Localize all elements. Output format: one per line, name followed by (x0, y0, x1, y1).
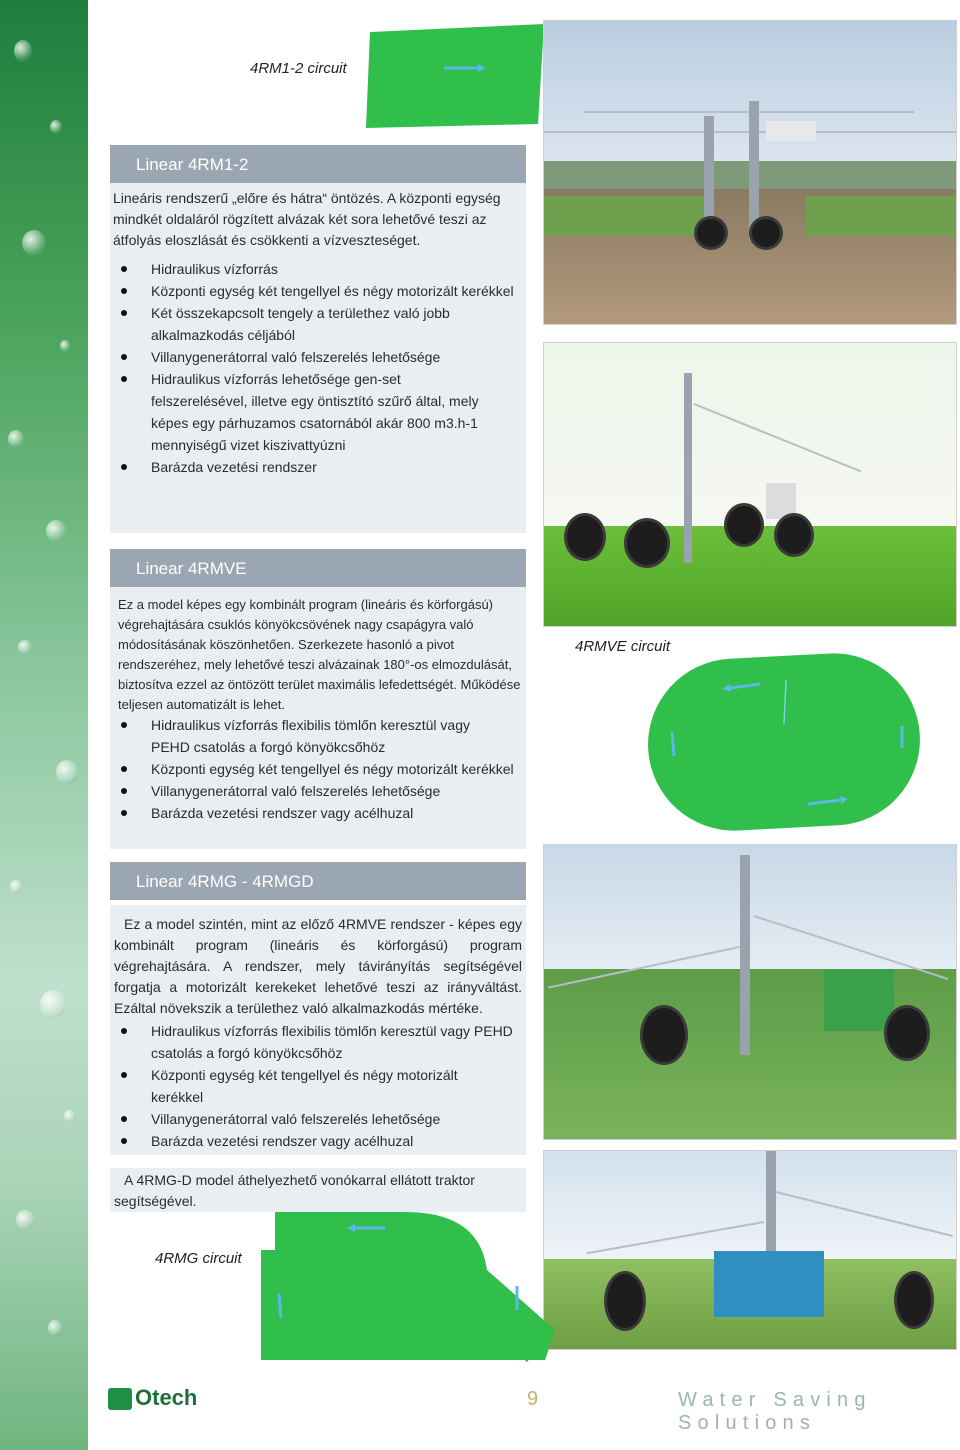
water-droplet (56, 760, 78, 784)
water-droplet (22, 230, 46, 256)
list-item: Központi egység két tengellyel és négy motorizált kerékkel (113, 1064, 525, 1108)
water-droplet (40, 990, 66, 1018)
circuit-field-shape (261, 1250, 555, 1360)
section-title: Linear 4RMVE (136, 559, 247, 578)
section-intro-4rm12: Lineáris rendszerű „előre és hátra“ öntözés. A központi egység mindkét oldaláról rögzített alvázak két sora lehetővé teszi az átfolyás eloszlását és csökkenti a vízveszteséget. (113, 190, 501, 248)
water-droplet (64, 1110, 75, 1122)
photo-linear-blue-generator (543, 1150, 957, 1350)
direction-arrow (279, 1294, 281, 1318)
list-item: Barázda vezetési rendszer vagy acélhuzal (113, 1130, 525, 1152)
list-item: Központi egység két tengellyel és négy motorizált kerékkel (113, 280, 525, 302)
section-header-4rm12 (110, 145, 526, 183)
water-droplet (10, 880, 22, 893)
circuit-caption-4rmg: 4RMG circuit (155, 1250, 242, 1267)
bullet-list-4rm12 (113, 258, 525, 478)
section-header-4rmg (110, 862, 526, 900)
bullet-list-4rmve (113, 714, 525, 824)
circuit-diagram-4rm12 (362, 20, 550, 130)
circuit-diagram-4rmg (255, 1210, 560, 1366)
list-item: Két összekapcsolt tengely a területhez való jobb alkalmazkodás céljából (113, 302, 525, 346)
circuit-field-shape (644, 649, 925, 835)
list-item: Hidraulikus vízforrás (113, 258, 525, 280)
logo-mark-icon (108, 1388, 132, 1410)
direction-arrow (672, 732, 674, 756)
list-item: Barázda vezetési rendszer (113, 456, 525, 478)
logo-text: Otech (135, 1385, 198, 1410)
section-header-4rmve (110, 549, 526, 587)
decorative-side-strip (0, 0, 88, 1450)
water-droplet (46, 520, 66, 542)
circuit-caption-4rm12: 4RM1-2 circuit (250, 60, 347, 77)
photo-linear-generator-field (543, 844, 957, 1140)
list-item: Központi egység két tengellyel és négy motorizált kerékkel (113, 758, 525, 780)
circuit-caption-4rmve: 4RMVE circuit (575, 638, 671, 655)
section-note-4rmg: A 4RMG-D model áthelyezhető vonókarral ellátott traktor segítségével. (114, 1172, 475, 1209)
water-droplet (50, 120, 62, 134)
list-item: Hidraulikus vízforrás flexibilis tömlőn keresztül vagy PEHD csatolás a forgó könyökcsőhöz (113, 714, 525, 758)
section-title: Linear 4RM1-2 (136, 155, 249, 174)
list-item: Villanygenerátorral való felszerelés lehetősége (113, 346, 525, 368)
water-droplet (18, 640, 32, 654)
list-item: Barázda vezetési rendszer vagy acélhuzal (113, 802, 525, 824)
circuit-field-shape (366, 24, 544, 128)
water-droplet (8, 430, 24, 448)
footer-tagline: Water Saving Solutions (678, 1389, 872, 1434)
company-logo (108, 1385, 200, 1415)
circuit-diagram-4rmve (640, 640, 926, 836)
list-item: Villanygenerátorral való felszerelés lehetősége (113, 780, 525, 802)
list-item: Hidraulikus vízforrás lehetősége gen-set felszerelésével, illetve egy öntisztító szűrő által, mely képes egy párhuzamos csatornából akár 800 m3.h-1 mennyiségű vizet kiszivattyúzni (113, 368, 525, 456)
photo-linear-machine-field (543, 20, 957, 325)
list-item: Villanygenerátorral való felszerelés lehetősége (113, 1108, 525, 1130)
water-droplet (16, 1210, 34, 1230)
list-item: Hidraulikus vízforrás flexibilis tömlőn keresztül vagy PEHD csatolás a forgó könyökcsőhöz (113, 1020, 525, 1064)
section-intro-4rmve: Ez a model képes egy kombinált program (lineáris és körforgású) végrehajtására csuklós könyökcsövének nagy csapágyra való módosításának köszönhetően. Szerkezete hasonló a pivot rendszeréhez, mely lehetővé teszi alvázainak 180°-os elmozdulását, biztosítva ezzel az öntözött terület maximális lefedettségét. Működése teljesen automatizált is lehet. (118, 597, 521, 712)
section-intro-4rmg: Ez a model szintén, mint az előző 4RMVE rendszer - képes egy kombinált program (lineáris és körforgású) program végrehajtására. A rendszer, mely távirányítás segítségével forgatja a motorizált kerekeket lehetővé teszi az irányváltást. Ezáltal növekszik a területhez való alkalmazkodás mértéke. (114, 916, 522, 1016)
bullet-list-4rmg (113, 1020, 525, 1152)
water-droplet (60, 340, 70, 352)
section-title: Linear 4RMG - 4RMGD (136, 872, 314, 891)
photo-linear-machine-lawn (543, 342, 957, 627)
page-number: 9 (527, 1388, 539, 1410)
water-droplet (48, 1320, 62, 1336)
water-droplet (14, 40, 32, 62)
